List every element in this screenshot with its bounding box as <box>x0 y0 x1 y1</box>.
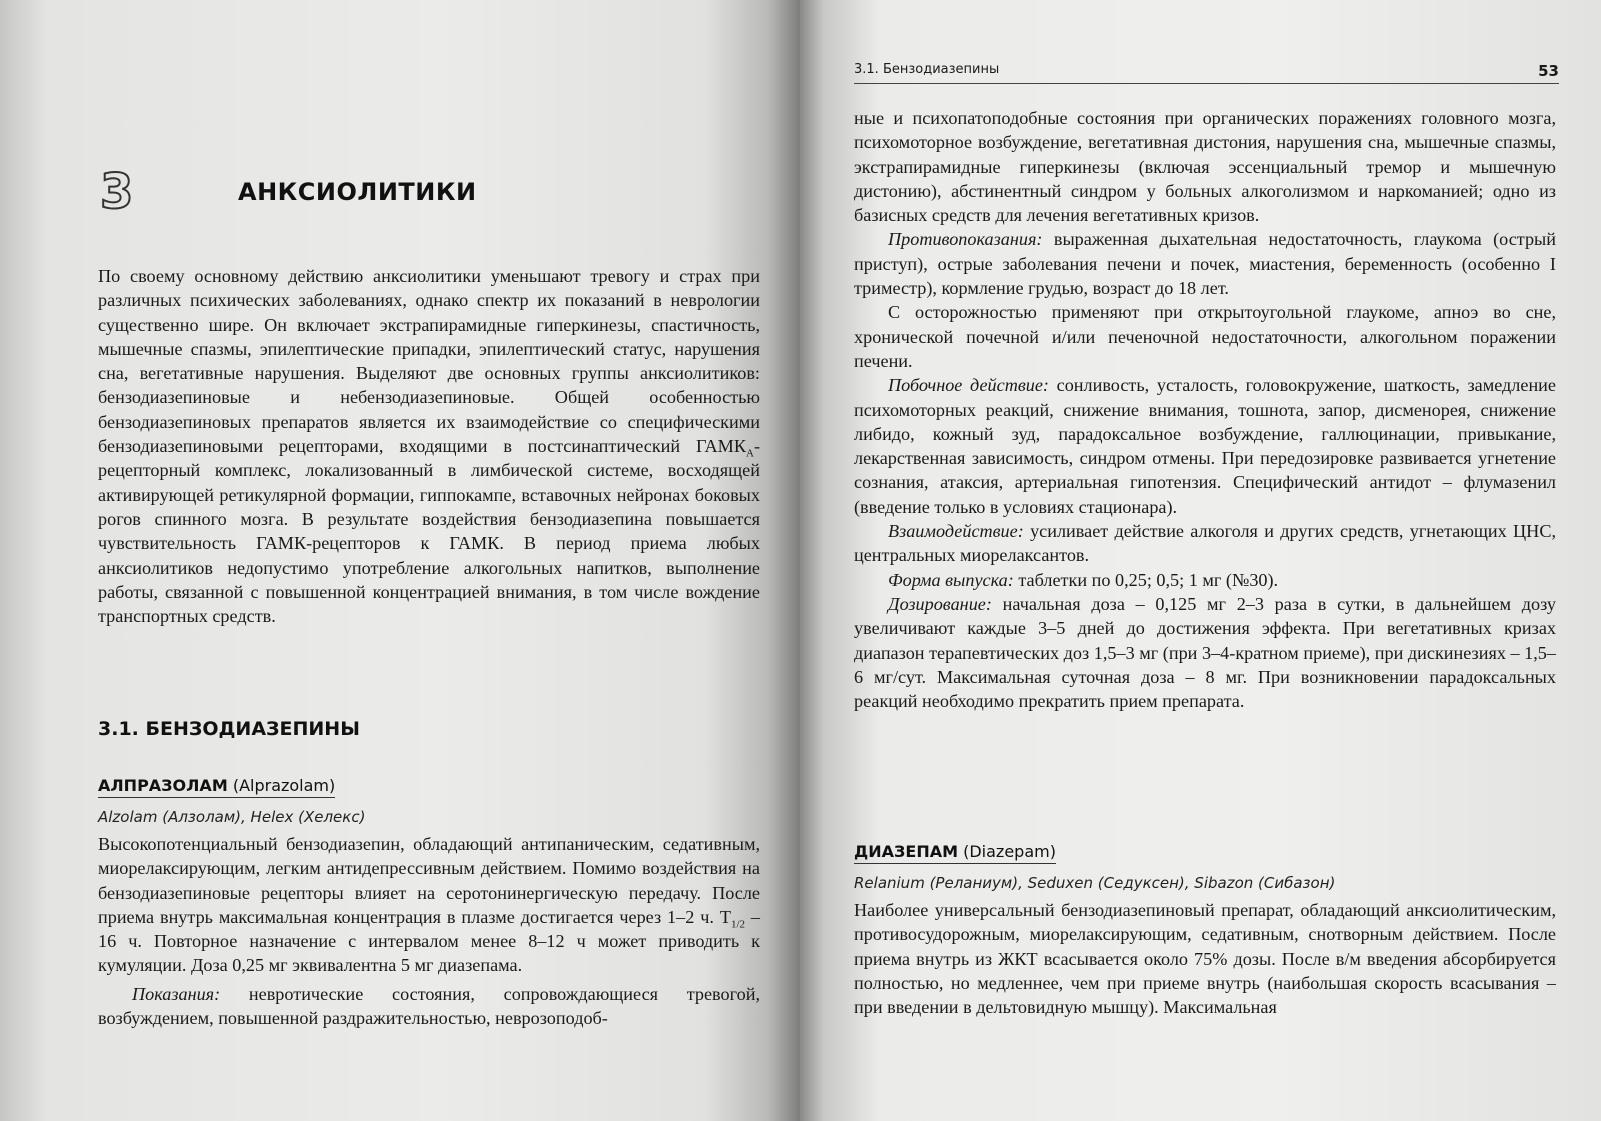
indications-paragraph <box>98 982 760 1031</box>
interaction-text: усиливает действие алкоголя и других средств, угнетающих ЦНС, центральных миорелаксантов. <box>854 521 1556 566</box>
right-page-body <box>854 106 1556 713</box>
dosage-text: начальная доза – 0,125 мг 2–3 раза в сутки, в дальнейшем дозу увеличивают каждые 3–5 дней до достижения эффекта. При вегетативных кризах диапазон терапевтических доз 1,5–3 мг (при 3–4-кратном приеме), при дискинезиях – 1,5–6 мг/сут. Максимальная суточная доза – 8 мг. При возникновении парадоксальных реакций необходимо прекратить прием препарата. <box>854 593 1556 712</box>
drug-desc-text-cont: – 16 ч. Повторное назначение с интервалом менее 8–12 ч может приводить к кумуляции. Доза 0,25 мг эквивалентна 5 мг диазепама. <box>98 906 761 976</box>
left-page <box>0 0 800 1121</box>
interaction-paragraph <box>854 519 1556 568</box>
side-effects-paragraph <box>854 373 1556 519</box>
drug-desc-text: Высокопотенциальный бензодиазепин, обладающий антипаническим, седативным, миорелаксирующим, легким антидепрессивным действием. Помимо воздействия на бензодиазепиновые рецепторы влияет на серотонинергическую передачу. После приема внутрь максимальная концентрация в плазме достигается через 1–2 ч. T <box>98 834 760 927</box>
chapter-title: АНКСИОЛИТИКИ <box>238 178 477 206</box>
indications-label: Показания: <box>132 983 221 1004</box>
intro-subscript: А <box>745 447 754 460</box>
contraindications-label: Противопоказания: <box>888 229 1043 250</box>
drug-synonyms: Relanium (Реланиум), Seduxen (Седуксен), Sibazon (Сибазон) <box>854 874 1336 892</box>
chapter-intro <box>98 264 760 628</box>
side-effects-text: сонливость, усталость, головокружение, шаткость, замедление психомоторных реакций, снижение внимания, тошнота, запор, дисменорея, снижение либидо, кожный зуд, парадоксальное возбуждение, галлюцинации, привыкание, лекарственная зависимость, синдром отмены. При передозировке развивается угнетение сознания, атаксия, артериальная гипотензия. Специфический антидот – флумазенил (введение только в условиях стационара). <box>854 375 1556 517</box>
intro-text-cont: -рецепторный комплекс, локализованный в лимбической системе, восходящей активирующей ретикулярной формации, гиппокампе, вставочных нейронах боковых рогов спинного мозга. В результате воздействия бензодиазепина повышается чувствительность ГАМК-рецепторов к ГАМК. В период приема любых анксиолитиков недопустимо употребление алкогольных напитков, выполнение работы, связанной с повышенной концентрацией внимания, в том числе вождение транспортных средств. <box>98 436 760 627</box>
contraindications-paragraph <box>854 227 1556 300</box>
side-effects-label: Побочное действие: <box>888 375 1049 396</box>
drug-name: АЛПРАЗОЛАМ <box>98 776 228 795</box>
section-title: 3.1. БЕНЗОДИАЗЕПИНЫ <box>98 718 360 740</box>
drug-description <box>854 898 1556 1019</box>
indications-text: невротические состояния, сопровождающиеся тревогой, возбуждением, повышенной раздражительностью, неврозоподоб- <box>98 983 760 1029</box>
running-head <box>854 62 1559 84</box>
form-label: Форма выпуска: <box>888 569 1014 590</box>
form-text: таблетки по 0,25; 0,5; 1 мг (№30). <box>1013 569 1279 590</box>
interaction-label: Взаимодействие: <box>888 521 1024 542</box>
drug-heading-diazepam <box>854 842 1056 864</box>
intro-text: По своему основному действию анксиолитики уменьшают тревогу и страх при различных психических заболеваниях, однако спектр их показаний в неврологии существенно шире. Он включает экстрапирамидные гиперкинезы, спастичность, мышечные спазмы, эпилептические припадки, эпилептический статус, нарушения сна, вегетативные нарушения. Выделяют две основных группы анксиолитиков: бензодиазепиновые и небензодиазепиновые. Общей особенностью бензодиазепиновых препаратов является их взаимодействие со специфическими бензодиазепиновыми рецепторами, входящими в постсинаптический ГАМК <box>98 266 760 457</box>
dosage-label: Дозирование: <box>888 593 992 614</box>
page-number: 53 <box>1538 62 1559 80</box>
chapter-number: 3 <box>100 164 134 220</box>
contraindications-text: выраженная дыхательная недостаточность, глаукома (острый приступ), острые заболевания печени и почек, миастения, беременность (особенно I триместр), кормление грудью, возраст до 18 лет. <box>854 229 1556 299</box>
drug-name: ДИАЗЕПАМ <box>854 842 959 861</box>
chapter-heading <box>100 164 477 220</box>
caution-paragraph: С осторожностью применяют при открытоугольной глаукоме, апноэ во сне, хронической почечной и/или печеночной недостаточности, алкогольном поражении печени. <box>854 302 1556 371</box>
diazepam-description: Наиболее универсальный бензодиазепиновый препарат, обладающий анксиолитическим, противосудорожным, миорелаксирующим, седативным, снотворным действием. После приема внутрь из ЖКТ всасывается около 75% дозы. После в/м введения абсорбируется полностью, но медленнее, чем при приеме внутрь (наибольшая скорость всасывания – при введении в дельтовидную мышцу). Максимальная <box>854 900 1556 1018</box>
right-page <box>800 0 1601 1121</box>
running-head-title: 3.1. Бензодиазепины <box>854 62 1000 77</box>
form-paragraph <box>854 568 1556 592</box>
drug-desc-subscript: 1/2 <box>730 918 746 931</box>
drug-heading-alprazolam <box>98 776 335 798</box>
drug-latin-name: (Alprazolam) <box>227 776 336 795</box>
drug-latin-name: (Diazepam) <box>958 842 1056 861</box>
dosage-paragraph <box>854 592 1556 713</box>
drug-synonyms: Alzolam (Алзолам), Helex (Хелекс) <box>98 808 366 826</box>
indications-continued: ные и психопатоподобные состояния при органических поражениях головного мозга, психомоторное возбуждение, вегетативная дистония, нарушения сна, мышечные спазмы, экстрапирамидные гиперкинезы (включая эссенциальный тремор и мышечную дистонию), абстинентный синдром у больных алкоголизмом и наркоманией; одно из базисных средств для лечения вегетативных кризов. <box>854 108 1556 226</box>
drug-description <box>98 832 760 1030</box>
